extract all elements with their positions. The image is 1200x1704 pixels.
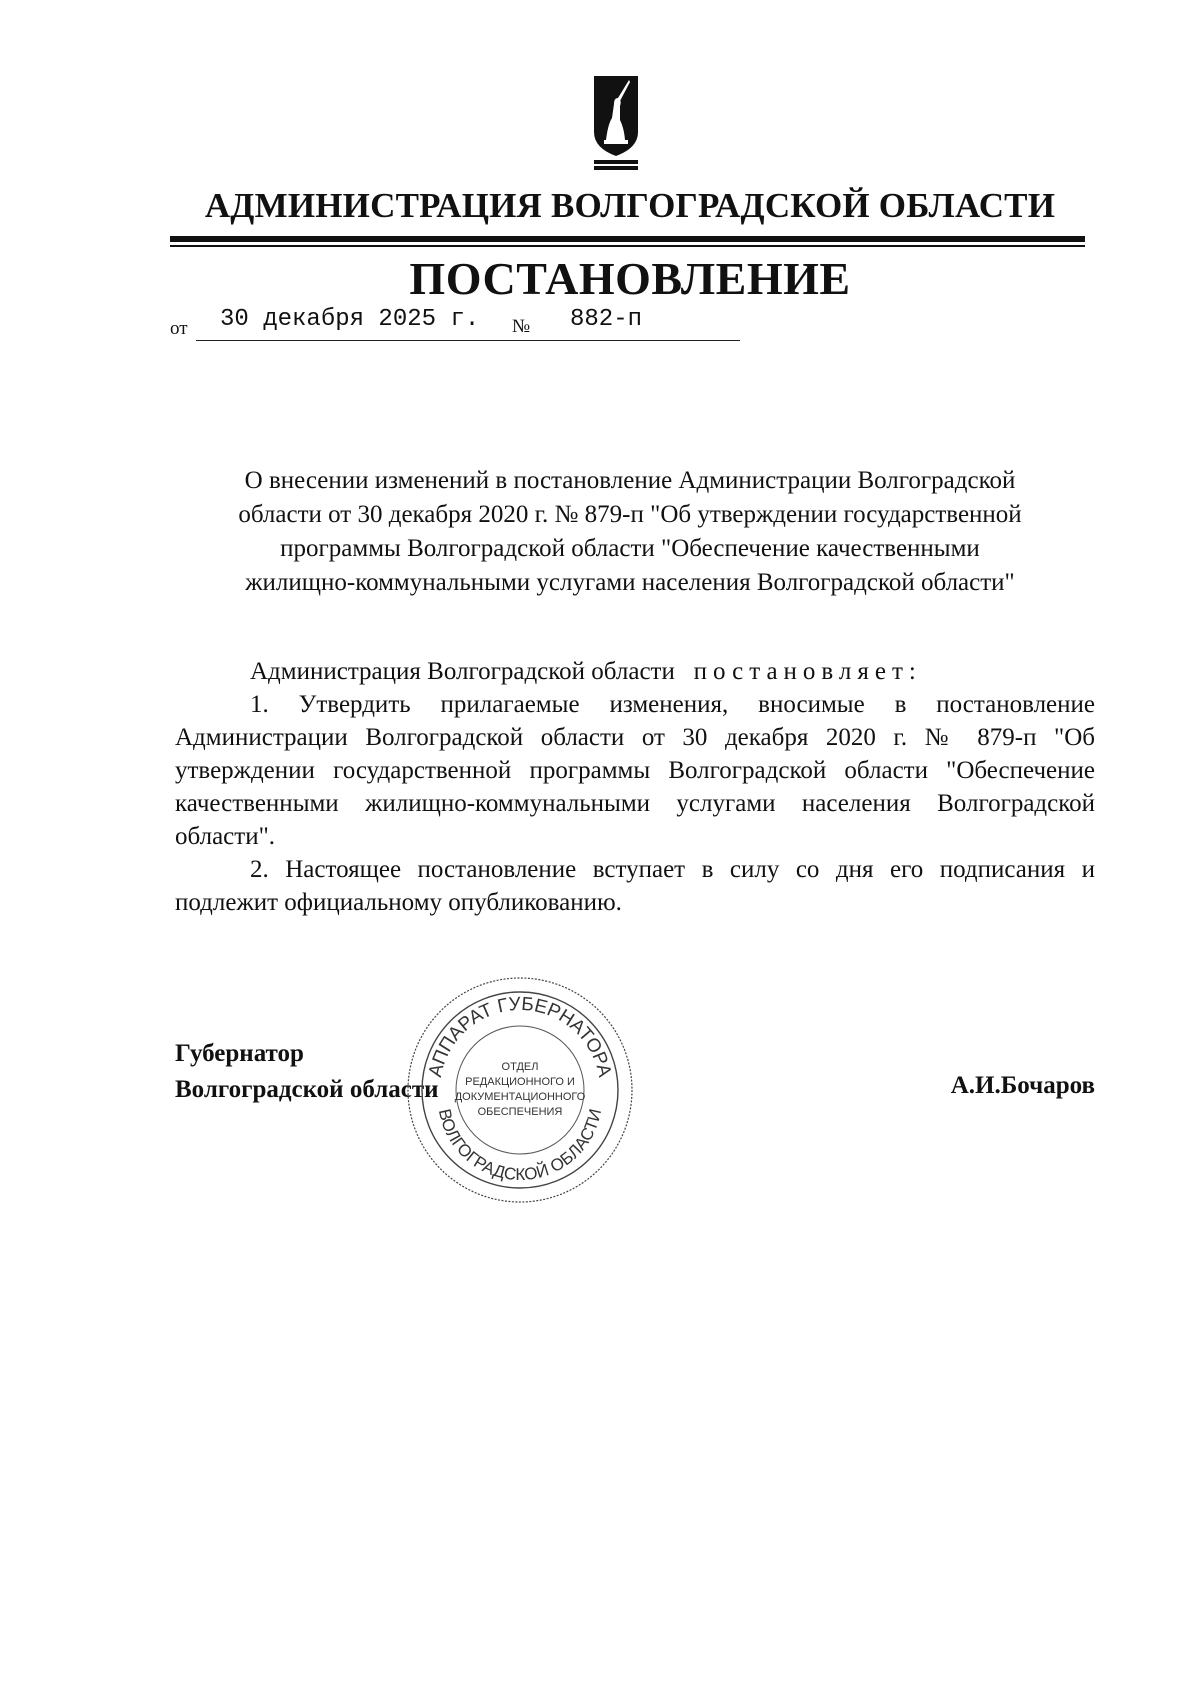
document-subject [170,464,1090,600]
subject-line: программы Волгоградской области "Обеспечение качественными [280,535,980,562]
seal-outer-ring-bottom-text: ВОЛГОГРАДСКОЙ ОБЛАСТИ [434,1106,606,1185]
number-field [540,304,740,341]
intro-subject: Администрация Волгоградской области [250,658,675,685]
resolution-intro [175,655,1095,688]
subject-line: жилищно-коммунальными услугами населения Волгоградской области" [245,569,1015,596]
document-number: 882-п [570,306,643,333]
official-seal-icon [400,970,640,1210]
header-divider-thick [170,236,1085,242]
signatory-position-line: Волгоградской области [175,1076,439,1103]
seal-center-text: ДОКУМЕНТАЦИОННОГО [454,1091,586,1103]
seal-outer-ring-text: АППАРАТ ГУБЕРНАТОРА [425,993,615,1080]
subject-line: О внесении изменений в постановление Администрации Волгоградской [244,467,1016,494]
seal-center-text: ОБЕСПЕЧЕНИЯ [477,1106,563,1118]
header-divider-thin [170,245,1085,247]
signatory-position [175,1036,439,1108]
seal-center-text: РЕДАКЦИОННОГО И [465,1076,575,1088]
seal-center-text: ОТДЕЛ [501,1061,539,1073]
document-date: 30 декабря 2025 г. [220,306,480,333]
organization-name: АДМИНИСТРАЦИЯ ВОЛГОГРАДСКОЙ ОБЛАСТИ [204,186,1056,225]
subject-line: области от 30 декабря 2020 г. № 879-п "Об утверждении государственной [238,501,1022,528]
number-label: № [512,316,531,337]
signatory-name: А.И.Бочаров [950,1072,1095,1099]
intro-verb: постановляет: [693,658,922,685]
signatory-position-line: Губернатор [175,1040,304,1067]
document-type-title: ПОСТАНОВЛЕНИЕ [409,253,851,304]
resolution-paragraph: 2. Настоящее постановление вступает в силу со дня его подписания и подлежит официальному опубликованию. [175,856,1095,916]
date-from-label: от [170,318,188,339]
coat-of-arms-icon [592,74,640,172]
document-body [175,655,1095,919]
resolution-paragraph: 1. Утвердить прилагаемые изменения, вносимые в постановление Администрации Волгоградской области от 30 декабря 2020 г. № 879-п "Об утверждении государственной программы Волгоградской области "Обеспечение качественными жилищно-коммунальными услугами населения Волгоградской области". [175,691,1095,850]
document-date-number-line [170,304,770,344]
